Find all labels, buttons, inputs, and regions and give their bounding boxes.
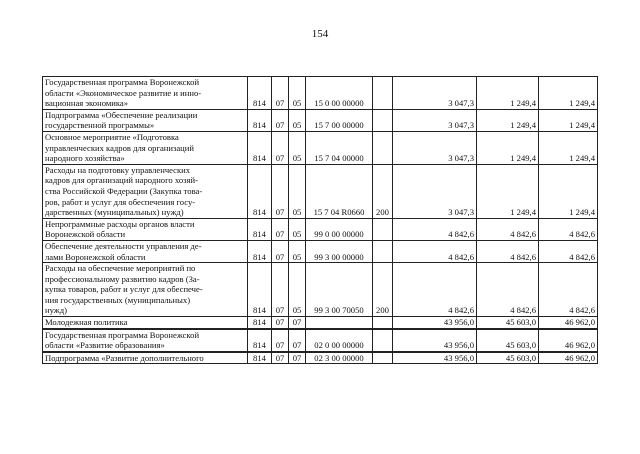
grbs-code-cell: 814	[248, 109, 272, 131]
grbs-code-cell: 814	[248, 240, 272, 262]
grbs-code-cell: 814	[248, 131, 272, 164]
target-article-cell: 15 7 04 R0660	[306, 164, 373, 218]
page-number: 154	[311, 28, 329, 40]
subsection-code-cell: 05	[289, 218, 306, 240]
expense-type-cell	[373, 240, 393, 262]
row-name-cell: Государственная программа Воронежской области «Экономическое развитие и инно- вационная экономика»	[43, 77, 248, 110]
section-code-cell: 07	[272, 317, 289, 329]
target-article-cell: 99 0 00 00000	[306, 218, 373, 240]
amount-year3-cell: 4 842,6	[539, 263, 598, 317]
row-name-cell: Молодежная политика	[43, 317, 248, 329]
grbs-code-cell: 814	[248, 77, 272, 110]
expense-type-cell	[373, 329, 393, 351]
amount-year3-cell: 46 962,0	[539, 352, 598, 364]
subsection-code-cell: 05	[289, 131, 306, 164]
amount-year3-cell: 46 962,0	[539, 317, 598, 329]
row-name-cell: Государственная программа Воронежской области «Развитие образования»	[43, 329, 248, 351]
section-code-cell: 07	[272, 109, 289, 131]
table-body	[43, 77, 598, 364]
grbs-code-cell: 814	[248, 164, 272, 218]
section-code-cell: 07	[272, 240, 289, 262]
grbs-code-cell: 814	[248, 352, 272, 364]
table-row	[43, 317, 598, 329]
amount-year2-cell: 45 603,0	[477, 317, 539, 329]
amount-year2-cell: 1 249,4	[477, 109, 539, 131]
amount-year2-cell: 4 842,6	[477, 263, 539, 317]
amount-year3-cell: 1 249,4	[539, 109, 598, 131]
expense-type-cell	[373, 218, 393, 240]
expense-type-cell	[373, 131, 393, 164]
target-article-cell: 15 0 00 00000	[306, 77, 373, 110]
amount-year1-cell: 43 956,0	[393, 317, 477, 329]
subsection-code-cell: 07	[289, 317, 306, 329]
amount-year3-cell: 1 249,4	[539, 164, 598, 218]
grbs-code-cell: 814	[248, 317, 272, 329]
grbs-code-cell: 814	[248, 263, 272, 317]
subsection-code-cell: 05	[289, 263, 306, 317]
table-row	[43, 109, 598, 131]
amount-year1-cell: 43 956,0	[393, 329, 477, 351]
table-row	[43, 77, 598, 110]
row-name-cell: Подпрограмма «Обеспечение реализации государственной программы»	[43, 109, 248, 131]
row-name-cell: Расходы на обеспечение мероприятий по профессиональному развитию кадров (За- купка товаров, работ и услуг для обеспече- ния государственных (муниципальных) нужд)	[43, 263, 248, 317]
table-row	[43, 240, 598, 262]
amount-year3-cell: 4 842,6	[539, 240, 598, 262]
amount-year1-cell: 4 842,6	[393, 218, 477, 240]
amount-year2-cell: 45 603,0	[477, 352, 539, 364]
amount-year2-cell: 1 249,4	[477, 131, 539, 164]
table-row	[43, 352, 598, 364]
subsection-code-cell: 05	[289, 164, 306, 218]
grbs-code-cell: 814	[248, 218, 272, 240]
section-code-cell: 07	[272, 352, 289, 364]
section-code-cell: 07	[272, 164, 289, 218]
amount-year1-cell: 4 842,6	[393, 240, 477, 262]
section-code-cell: 07	[272, 77, 289, 110]
target-article-cell: 02 0 00 00000	[306, 329, 373, 351]
target-article-cell: 99 3 00 00000	[306, 240, 373, 262]
amount-year1-cell: 43 956,0	[393, 352, 477, 364]
subsection-code-cell: 05	[289, 109, 306, 131]
expense-type-cell	[373, 109, 393, 131]
target-article-cell: 99 3 00 70050	[306, 263, 373, 317]
grbs-code-cell: 814	[248, 329, 272, 351]
budget-table	[42, 76, 598, 364]
row-name-cell: Основное мероприятие «Подготовка управленческих кадров для организаций народного хозяйства»	[43, 131, 248, 164]
row-name-cell: Непрограммные расходы органов власти Воронежской области	[43, 218, 248, 240]
amount-year1-cell: 3 047,3	[393, 164, 477, 218]
amount-year2-cell: 1 249,4	[477, 164, 539, 218]
amount-year3-cell: 1 249,4	[539, 77, 598, 110]
amount-year3-cell: 1 249,4	[539, 131, 598, 164]
amount-year2-cell: 4 842,6	[477, 240, 539, 262]
expense-type-cell: 200	[373, 164, 393, 218]
amount-year1-cell: 4 842,6	[393, 263, 477, 317]
table-row	[43, 329, 598, 351]
amount-year3-cell: 4 842,6	[539, 218, 598, 240]
subsection-code-cell: 05	[289, 240, 306, 262]
table-row	[43, 263, 598, 317]
amount-year3-cell: 46 962,0	[539, 329, 598, 351]
expense-type-cell	[373, 317, 393, 329]
section-code-cell: 07	[272, 263, 289, 317]
table-row	[43, 218, 598, 240]
row-name-cell: Обеспечение деятельности управления де- лами Воронежской области	[43, 240, 248, 262]
amount-year2-cell: 45 603,0	[477, 329, 539, 351]
amount-year1-cell: 3 047,3	[393, 109, 477, 131]
amount-year1-cell: 3 047,3	[393, 131, 477, 164]
amount-year2-cell: 4 842,6	[477, 218, 539, 240]
target-article-cell: 02 3 00 00000	[306, 352, 373, 364]
expense-type-cell	[373, 77, 393, 110]
row-name-cell: Расходы на подготовку управленческих кадров для организаций народного хозяй- ства Российской Федерации (Закупка това- ров, работ и услуг для обеспечения госу- дарственных (муниципальных) нужд)	[43, 164, 248, 218]
section-code-cell: 07	[272, 131, 289, 164]
target-article-cell: 15 7 00 00000	[306, 109, 373, 131]
section-code-cell: 07	[272, 218, 289, 240]
target-article-cell: 15 7 04 00000	[306, 131, 373, 164]
expense-type-cell	[373, 352, 393, 364]
target-article-cell	[306, 317, 373, 329]
subsection-code-cell: 07	[289, 352, 306, 364]
subsection-code-cell: 05	[289, 77, 306, 110]
section-code-cell: 07	[272, 329, 289, 351]
subsection-code-cell: 07	[289, 329, 306, 351]
amount-year1-cell: 3 047,3	[393, 77, 477, 110]
amount-year2-cell: 1 249,4	[477, 77, 539, 110]
expense-type-cell: 200	[373, 263, 393, 317]
table-row	[43, 131, 598, 164]
table-row	[43, 164, 598, 218]
row-name-cell: Подпрограмма «Развитие дополнительного	[43, 352, 248, 364]
